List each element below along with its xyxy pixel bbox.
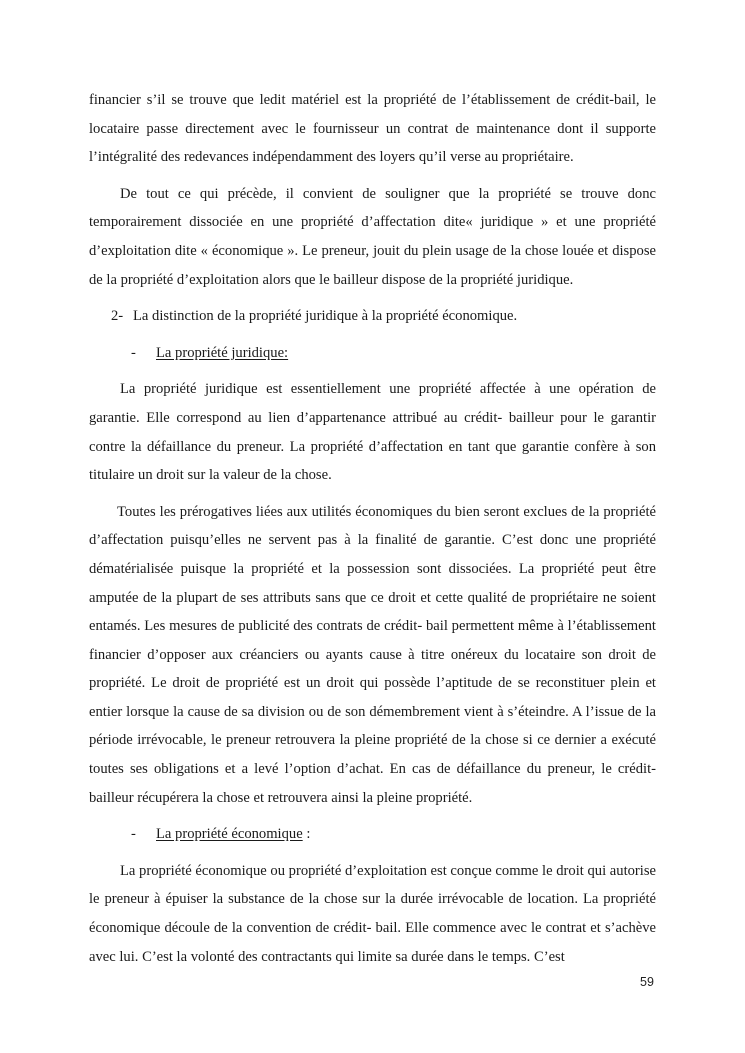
subheading-economique-suffix: : bbox=[302, 826, 311, 843]
paragraph-property-dissociation: De tout ce qui précède, il convient de souligner que la propriété se trouve donc temporairement dissociée en une propriété d’affectation dite« juridique » et une propriété d’exploitation dite « économique ». Le preneur, jouit du plein usage de la chose louée et dispose de la propriété d’exploitation alors que le bailleur dispose de la propriété juridique. bbox=[89, 185, 656, 288]
subheading-economique bbox=[89, 820, 656, 849]
subheading-economique-label: La propriété économique bbox=[156, 826, 303, 843]
bullet-dash: - bbox=[131, 344, 136, 361]
paragraph-juridique-prerogatives: Toutes les prérogatives liées aux utilités économiques du bien seront exclues de la propriété d’affectation puisqu’elles ne servent pas à la finalité de garantie. C’est donc une propriété dématérialisée puisque la propriété et la possession sont dissociées. La propriété peut être amputée de la plupart de ses attributs sans que ce droit et cette qualité de propriétaire ne soient entamés. Les mesures de publicité des contrats de crédit- bail permettent même à l’établissement financier d’opposer aux créanciers ou ayants cause à titre onéreux du locataire son droit de propriété. Le droit de propriété est un droit qui possède l’aptitude de se reconstituer plein et entier lorsque la cause de sa division ou de son démembrement vient à s’éteindre. A l’issue de la période irrévocable, le preneur retrouvera la pleine propriété de la chose si ce dernier a exécuté toutes ses obligations et a levé l’option d’achat. En cas de défaillance du preneur, le crédit- bailleur récupérera la chose et retrouvera ainsi la pleine propriété. bbox=[89, 503, 656, 806]
paragraph-economique-definition: La propriété économique ou propriété d’exploitation est conçue comme le droit qui autorise le preneur à épuiser la substance de la chose sur la durée irrévocable de location. La propriété économique découle de la convention de crédit- bail. Elle commence avec le contrat et s’achève avec lui. C’est la volonté des contractants qui limite sa durée dans le temps. C’est bbox=[89, 862, 656, 965]
paragraph-juridique-definition: La propriété juridique est essentiellement une propriété affectée à une opération de garantie. Elle correspond au lien d’appartenance attribué au crédit- bailleur pour le garantir contre la défaillance du preneur. La propriété d’affectation en tant que garantie confère à son titulaire un droit sur la valeur de la chose. bbox=[89, 381, 656, 484]
subheading-juridique bbox=[89, 339, 656, 368]
bullet-dash: - bbox=[131, 826, 136, 843]
document-body bbox=[89, 86, 656, 979]
page-number: 59 bbox=[640, 975, 654, 989]
section-title: La distinction de la propriété juridique à la propriété économique. bbox=[133, 308, 518, 325]
paragraph-maintenance-contract: financier s’il se trouve que ledit matériel est la propriété de l’établissement de crédit-bail, le locataire passe directement avec le fournisseur un contrat de maintenance dont il supporte l’intégralité des redevances indépendamment des loyers qu’il verse au propriétaire. bbox=[89, 92, 656, 166]
section-number: 2- bbox=[111, 308, 124, 325]
section-heading bbox=[89, 302, 656, 331]
subheading-juridique-label: La propriété juridique: bbox=[156, 344, 289, 361]
